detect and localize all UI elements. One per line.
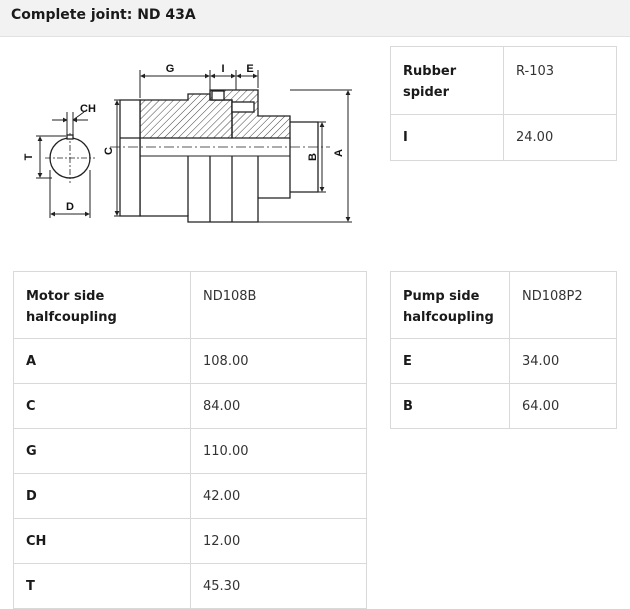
label-i: I bbox=[221, 63, 225, 75]
row-value: 64.00 bbox=[510, 384, 617, 429]
i-value: 24.00 bbox=[504, 115, 617, 161]
table-row bbox=[391, 47, 617, 115]
coupling-section bbox=[110, 90, 330, 222]
shaft-end-view bbox=[45, 133, 95, 183]
pump-header-value: ND108P2 bbox=[510, 272, 617, 339]
row-value: 42.00 bbox=[191, 474, 367, 519]
motor-header-value: ND108B bbox=[191, 272, 367, 339]
table-row bbox=[391, 339, 617, 384]
spider-key: Rubber spider bbox=[391, 47, 504, 115]
row-key: CH bbox=[14, 519, 191, 564]
table-row bbox=[391, 384, 617, 429]
row-key: A bbox=[14, 339, 191, 384]
coupling-diagram bbox=[0, 40, 380, 250]
table-row bbox=[14, 564, 367, 609]
row-value: 45.30 bbox=[191, 564, 367, 609]
page-header bbox=[0, 0, 630, 37]
pump-table bbox=[390, 271, 617, 429]
row-key: G bbox=[14, 429, 191, 474]
row-key: T bbox=[14, 564, 191, 609]
label-g: G bbox=[165, 63, 175, 75]
table-row bbox=[391, 115, 617, 161]
table-row bbox=[14, 474, 367, 519]
row-key: C bbox=[14, 384, 191, 429]
row-value: 110.00 bbox=[191, 429, 367, 474]
label-c: C bbox=[103, 147, 115, 155]
row-value: 12.00 bbox=[191, 519, 367, 564]
label-e: E bbox=[246, 63, 254, 75]
label-t: T bbox=[23, 153, 35, 161]
row-value: 84.00 bbox=[191, 384, 367, 429]
motor-header-key: Motor side halfcoupling bbox=[14, 272, 191, 339]
table-row bbox=[391, 272, 617, 339]
spider-table bbox=[390, 46, 617, 161]
row-value: 34.00 bbox=[510, 339, 617, 384]
row-value: 108.00 bbox=[191, 339, 367, 384]
row-key: B bbox=[391, 384, 510, 429]
row-key: E bbox=[391, 339, 510, 384]
table-row bbox=[14, 429, 367, 474]
pump-header-key: Pump side halfcoupling bbox=[391, 272, 510, 339]
label-ch: CH bbox=[80, 103, 96, 115]
table-row bbox=[14, 272, 367, 339]
table-row bbox=[14, 339, 367, 384]
spider-value: R-103 bbox=[504, 47, 617, 115]
table-row bbox=[14, 384, 367, 429]
label-b: B bbox=[307, 153, 319, 161]
row-key: D bbox=[14, 474, 191, 519]
page-title: Complete joint: ND 43A bbox=[11, 7, 196, 23]
table-row bbox=[14, 519, 367, 564]
i-key: I bbox=[391, 115, 504, 161]
motor-table bbox=[13, 271, 367, 609]
label-a: A bbox=[333, 149, 345, 157]
label-d: D bbox=[66, 201, 74, 213]
